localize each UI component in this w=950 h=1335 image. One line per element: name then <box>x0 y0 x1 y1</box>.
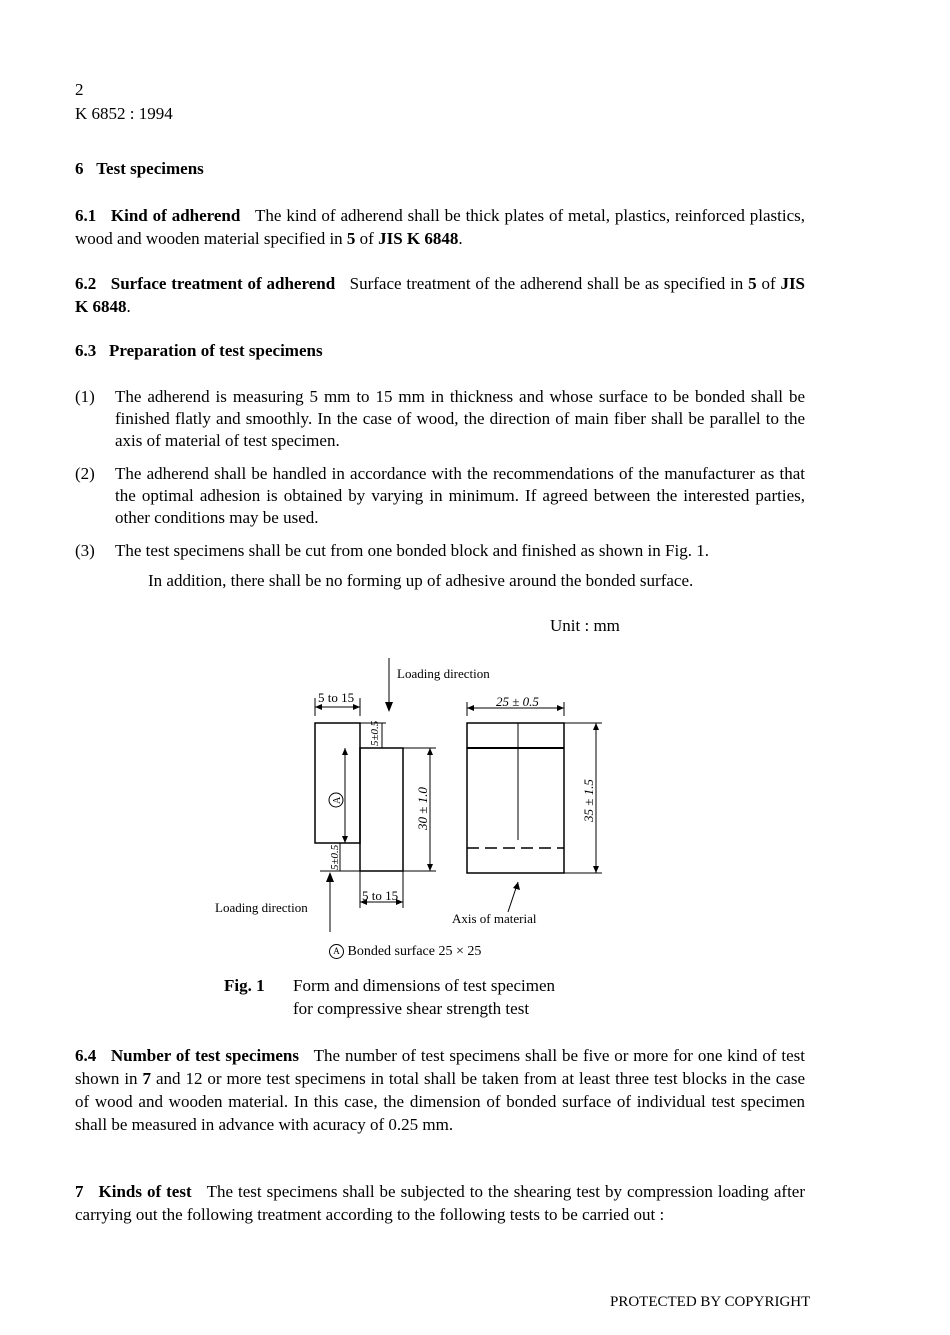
dim-35: 35 ± 1.5 <box>581 779 596 822</box>
section-6-3-heading <box>75 341 323 361</box>
figure-caption-line1: Form and dimensions of test specimen <box>293 976 556 995</box>
figure-caption-label: Fig. 1 <box>224 976 265 995</box>
list-item-number: (3) <box>75 541 95 560</box>
dim-5-to-15-bottom: 5 to 15 <box>362 888 399 903</box>
side-view-outline <box>467 723 564 873</box>
figure-caption-line2: for compressive shear strength test <box>293 999 530 1018</box>
section-6-1-end: . <box>458 229 463 248</box>
bonded-surface-text: Bonded surface 25 × 25 <box>347 944 482 959</box>
standard-number: K 6852 : 1994 <box>75 104 173 123</box>
section-6-1-text: The kind of adherend shall be thick plates of metal, plastics, reinforced plastics, wood and wooden material specified in <box>75 206 806 248</box>
section-6-title: Test specimens <box>96 159 204 178</box>
section-6-2 <box>75 272 805 318</box>
section-6-number: 6 <box>75 159 84 178</box>
copyright-notice: PROTECTED BY COPYRIGHT <box>610 1294 811 1310</box>
section-6-2-title: Surface treatment of adherend <box>110 274 336 293</box>
page-number: 2 <box>75 80 84 99</box>
adherend-right <box>360 748 403 871</box>
loading-direction-bottom-label: Loading direction <box>215 900 308 915</box>
section-7-text: The test specimens shall be subjected to the shearing test by compression loading after carrying out the following treatment according to the following tests to be carried out : <box>75 1182 806 1224</box>
section-7 <box>75 1180 805 1226</box>
section-6-3-number: 6.3 <box>75 341 97 360</box>
section-6-1-ref-std: JIS K 6848 <box>378 229 459 248</box>
section-6-2-ref-std: JIS K 6848 <box>75 274 806 316</box>
section-6-4-text2: and 12 or more test specimens in total shall be taken from at least three test blocks in the case of wood and wooden material. In this case, the dimension of bonded surface of individual test specimen shall be measured in advance with acuracy of 0.25 mm. <box>75 1069 806 1134</box>
item-3-note: In addition, there shall be no forming up of adhesive around the bonded surface. <box>148 571 694 590</box>
dim-30: 30 ± 1.0 <box>415 787 430 830</box>
section-6-4-text1: The number of test specimens shall be five or more for one kind of test shown in <box>75 1046 806 1088</box>
section-6-heading <box>75 159 204 179</box>
list-item-text: The adherend shall be handled in accordance with the recommendations of the manufacturer as that the optimal adhesion is obtained by varying in minimum. If agreed between the interested parties, other conditions may be used. <box>115 464 805 527</box>
marker-a-symbol: A <box>329 944 344 959</box>
section-6-1-of: of <box>355 229 379 248</box>
section-7-number: 7 <box>75 1182 84 1201</box>
section-6-1 <box>75 204 805 250</box>
dim-5-05-top: 5±0.5 <box>369 720 381 746</box>
section-6-4 <box>75 1044 805 1136</box>
section-6-4-title: Number of test specimens <box>110 1046 299 1065</box>
section-6-1-number: 6.1 <box>75 206 97 225</box>
adherend-left <box>315 723 360 843</box>
section-6-1-title: Kind of adherend <box>110 206 241 225</box>
list-item <box>75 463 805 529</box>
list-item-text: The adherend is measuring 5 mm to 15 mm in thickness and whose surface to be bonded shall be finished flatly and smoothly. In the case of wood, the direction of main fiber shall be parallel to the axis of material of test specimen. <box>115 387 805 450</box>
section-6-2-of: of <box>756 274 781 293</box>
list-item-number: (1) <box>75 387 95 406</box>
list-item <box>75 386 805 452</box>
list-item-number: (2) <box>75 464 95 483</box>
list-item <box>75 540 805 562</box>
list-item-text: The test specimens shall be cut from one bonded block and finished as shown in Fig. 1. <box>115 541 709 560</box>
section-6-2-end: . <box>126 297 131 316</box>
unit-label: Unit : mm <box>550 616 620 635</box>
section-6-1-ref-clause: 5 <box>346 229 356 248</box>
section-6-2-ref-clause: 5 <box>748 274 757 293</box>
axis-of-material-label: Axis of material <box>452 911 537 926</box>
section-6-2-number: 6.2 <box>75 274 97 293</box>
section-6-4-number: 6.4 <box>75 1046 97 1065</box>
section-7-title: Kinds of test <box>98 1182 192 1201</box>
bonded-surface-note <box>329 944 481 960</box>
marker-a: A <box>332 796 343 804</box>
section-6-2-text: Surface treatment of the adherend shall be as specified in <box>349 274 749 293</box>
section-6-3-title: Preparation of test specimens <box>109 341 323 360</box>
dim-5-05-bottom: 5±0.5 <box>329 844 341 870</box>
figure-1-drawing <box>200 650 620 950</box>
dim-5-to-15-top: 5 to 15 <box>318 690 355 705</box>
dim-25: 25 ± 0.5 <box>496 694 539 709</box>
loading-direction-top-label: Loading direction <box>397 666 490 681</box>
section-6-4-ref: 7 <box>142 1069 152 1088</box>
